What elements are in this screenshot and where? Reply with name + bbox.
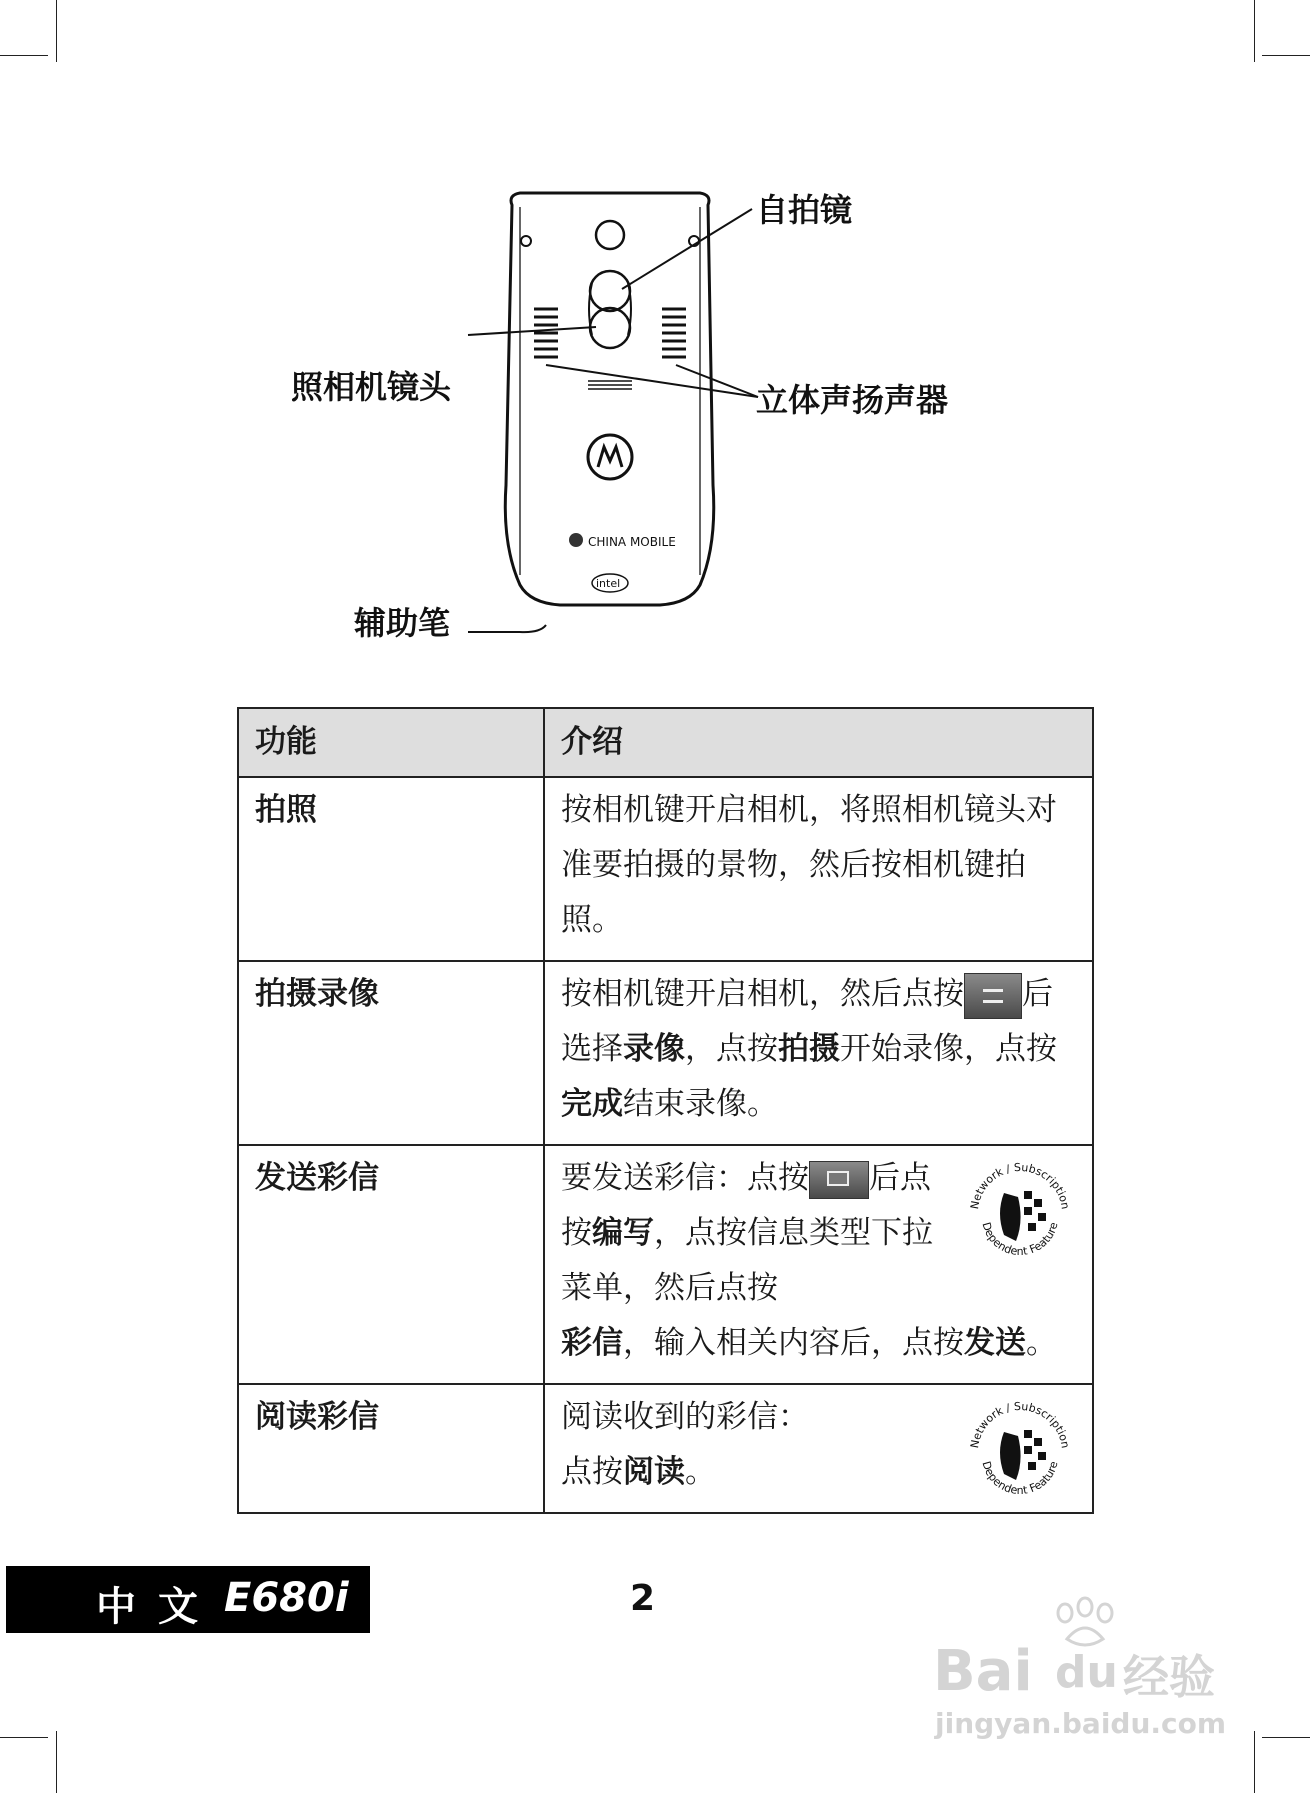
desc-text: 结束录像。 (623, 1086, 778, 1122)
watermark-brand-right: 经验 (1123, 1650, 1215, 1704)
crop-mark (0, 1737, 48, 1738)
watermark-brand-mid: du (1055, 1647, 1118, 1698)
feature-name: 拍照 (238, 777, 544, 961)
desc-text: 要发送彩信：点按 (561, 1160, 809, 1196)
svg-text:Network / Subscription (968, 1161, 1072, 1210)
feature-description (544, 1145, 1093, 1384)
svg-text:Network / Subscription (968, 1400, 1072, 1449)
network-dependent-feature-icon (964, 1157, 1076, 1269)
menu-icon (964, 973, 1022, 1019)
footer-language-tab (6, 1566, 370, 1633)
crop-mark (1254, 0, 1255, 62)
desc-text: 。 (1026, 1325, 1057, 1361)
page-number: 2 (630, 1578, 656, 1619)
feature-description (544, 961, 1093, 1145)
desc-text: 按相机键开启相机，然后点按 (561, 976, 964, 1012)
crop-mark (0, 55, 48, 56)
footer-model: E680i (224, 1575, 349, 1621)
table-header-row (238, 708, 1093, 777)
baidu-jingyan-watermark (925, 1595, 1245, 1745)
desc-keyword: 发送 (964, 1325, 1026, 1361)
callout-selfie-mirror: 自拍镜 (756, 191, 853, 229)
table-row (238, 777, 1093, 961)
desc-text: 后点按 (561, 1160, 931, 1251)
watermark-brand-left: Bai (933, 1639, 1033, 1704)
svg-text:Dependent Feature (979, 1221, 1060, 1258)
column-header: 介绍 (544, 708, 1093, 777)
badge-text-top: Network / Subscription (968, 1160, 1072, 1211)
desc-block (561, 1151, 1076, 1371)
callout-stylus: 辅助笔 (354, 604, 451, 642)
desc-keyword: 录像 (623, 1031, 685, 1067)
feature-name: 拍摄录像 (238, 961, 544, 1145)
desc-keyword: 编写 (592, 1215, 654, 1251)
table-row (238, 1384, 1093, 1513)
feature-name: 阅读彩信 (238, 1384, 544, 1513)
desc-keyword: 彩信 (561, 1325, 623, 1361)
watermark-url: jingyan.baidu.com (935, 1707, 1227, 1740)
carrier-logo-text: CHINA MOBILE (588, 535, 676, 549)
desc-text: ，点按 (685, 1031, 778, 1067)
intel-logo-text: intel (596, 577, 621, 590)
badge-text-top: Network / Subscription (968, 1399, 1072, 1450)
message-icon (809, 1161, 869, 1199)
phone-back-diagram (280, 185, 1000, 655)
badge-text-bottom: Dependent Feature (979, 1459, 1061, 1498)
paw-icon (1045, 1595, 1125, 1655)
desc-text: 后选择 (561, 976, 1053, 1067)
table-row (238, 1145, 1093, 1384)
crop-mark (56, 1731, 57, 1793)
desc-block (561, 1390, 1076, 1500)
desc-keyword: 拍摄 (778, 1031, 840, 1067)
desc-wrap (561, 1151, 941, 1316)
svg-text:Dependent Feature (979, 1460, 1060, 1497)
feature-description (544, 1384, 1093, 1513)
crop-mark (1262, 55, 1310, 56)
desc-text: ，输入相关内容后，点按 (623, 1325, 964, 1361)
crop-mark (1262, 1737, 1310, 1738)
badge-text-bottom: Dependent Feature (979, 1220, 1061, 1259)
footer-lang-char: 文 (158, 1584, 198, 1630)
desc-keyword: 阅读 (623, 1454, 685, 1490)
table-row (238, 961, 1093, 1145)
footer-lang-char: 中 (96, 1584, 136, 1630)
desc-text: 开始录像，点按 (840, 1031, 1057, 1067)
desc-text: 点按 (561, 1454, 623, 1490)
feature-table (237, 707, 1094, 1514)
crop-mark (56, 0, 57, 62)
desc-keyword: 完成 (561, 1086, 623, 1122)
feature-description: 按相机键开启相机，将照相机镜头对准要拍摄的景物，然后按相机键拍照。 (544, 777, 1093, 961)
callout-stereo-speakers: 立体声扬声器 (756, 381, 949, 419)
network-dependent-feature-icon (964, 1396, 1076, 1508)
crop-mark (1254, 1731, 1255, 1793)
desc-text: 。 (685, 1454, 716, 1490)
feature-name: 发送彩信 (238, 1145, 544, 1384)
desc-text: 阅读收到的彩信： (561, 1399, 809, 1435)
callout-camera-lens: 照相机镜头 (291, 368, 452, 406)
desc-text: ，点按信息类型下拉菜单，然后点按 (561, 1215, 933, 1306)
column-header: 功能 (238, 708, 544, 777)
